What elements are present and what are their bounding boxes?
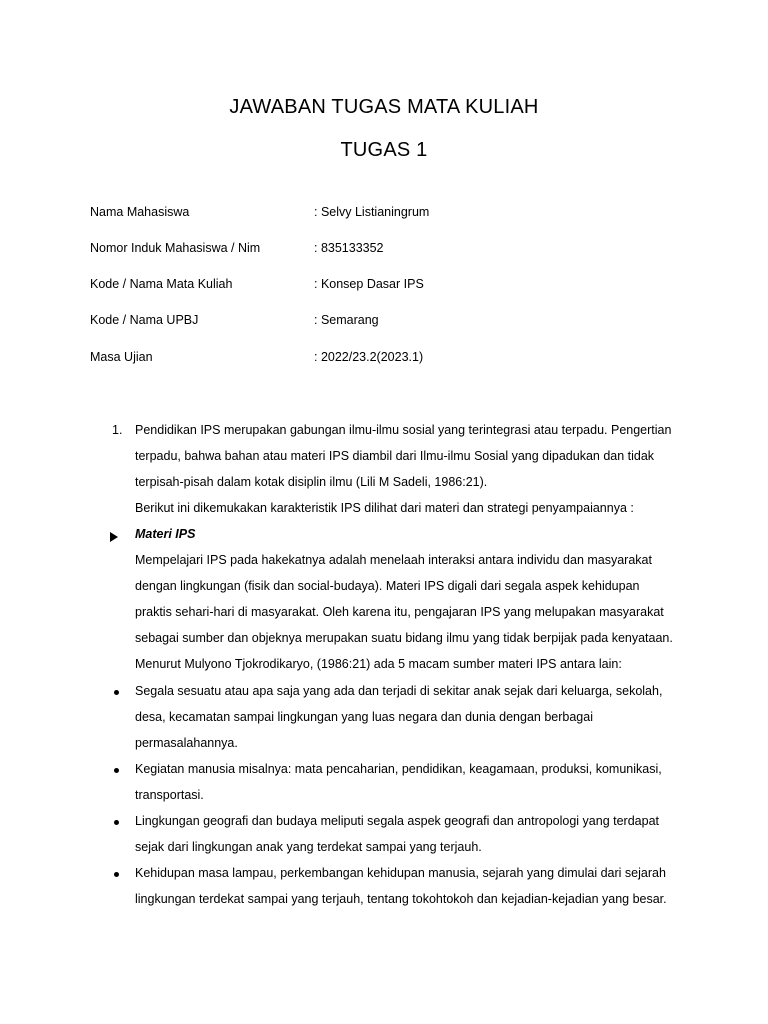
info-label-nim: Nomor Induk Mahasiswa / Nim: [90, 241, 261, 255]
arrow-bullet-icon: [110, 532, 118, 542]
bullet-line: transportasi.: [135, 788, 204, 802]
intro-line: terpisah-pisah dalam kotak disiplin ilmu (Lili M Sadeli, 1986:21).: [135, 475, 488, 489]
intro-line: Berikut ini dikemukakan karakteristik IPS dilihat dari materi dan strategi penyampaiannya :: [135, 501, 634, 515]
info-value-name: : Selvy Listianingrum: [314, 205, 430, 219]
section-line: Mempelajari IPS pada hakekatnya adalah menelaah interaksi antara individu dan masyarakat: [135, 553, 652, 567]
section-heading: Materi IPS: [135, 527, 196, 541]
section-line: praktis sehari-hari di masyarakat. Oleh karena itu, pengajaran IPS yang melupakan masyarakat: [135, 605, 664, 619]
intro-line: terpadu, bahwa bahan atau materi IPS diambil dari Ilmu-ilmu Sosial yang dipadukan dan tidak: [135, 449, 655, 463]
info-label-course: Kode / Nama Mata Kuliah: [90, 277, 233, 291]
bullet-dot-icon: [114, 768, 119, 773]
document-subtitle: TUGAS 1: [340, 139, 428, 161]
bullet-line: lingkungan terdekat sampai yang terjauh, tentang tokohtokoh dan kejadian-kejadian yang besar.: [135, 892, 667, 906]
info-label-name: Nama Mahasiswa: [90, 205, 190, 219]
bullet-line: Kegiatan manusia misalnya: mata pencaharian, pendidikan, keagamaan, produksi, komunikasi,: [135, 762, 662, 776]
info-value-upbj: : Semarang: [314, 313, 379, 327]
bullet-dot-icon: [114, 690, 119, 695]
bullet-line: Segala sesuatu atau apa saja yang ada dan terjadi di sekitar anak sejak dari keluarga, sekolah,: [135, 684, 663, 698]
bullet-line: sejak dari lingkungan anak yang terdekat sampai yang terjauh.: [135, 840, 482, 854]
info-value-nim: : 835133352: [314, 241, 384, 255]
answer-number: 1.: [112, 423, 123, 437]
info-value-course: : Konsep Dasar IPS: [314, 277, 424, 291]
bullet-dot-icon: [114, 872, 119, 877]
info-label-exam-period: Masa Ujian: [90, 350, 153, 364]
info-label-upbj: Kode / Nama UPBJ: [90, 313, 199, 327]
section-line: Menurut Mulyono Tjokrodikaryo, (1986:21) ada 5 macam sumber materi IPS antara lain:: [135, 657, 622, 671]
info-value-exam-period: : 2022/23.2(2023.1): [314, 350, 424, 364]
section-line: dengan lingkungan (fisik dan social-budaya). Materi IPS digali dari segala aspek kehidupan: [135, 579, 640, 593]
bullet-dot-icon: [114, 820, 119, 825]
bullet-line: permasalahannya.: [135, 736, 238, 750]
document-title: JAWABAN TUGAS MATA KULIAH: [229, 96, 539, 118]
section-line: sebagai sumber dan objeknya merupakan suatu bidang ilmu yang tidak berpijak pada kenyataan.: [135, 631, 673, 645]
intro-line: Pendidikan IPS merupakan gabungan ilmu-ilmu sosial yang terintegrasi atau terpadu. Pengertian: [135, 423, 672, 437]
bullet-line: desa, kecamatan sampai lingkungan yang luas negara dan dunia dengan berbagai: [135, 710, 593, 724]
bullet-line: Lingkungan geografi dan budaya meliputi segala aspek geografi dan antropologi yang terdapat: [135, 814, 659, 828]
bullet-line: Kehidupan masa lampau, perkembangan kehidupan manusia, sejarah yang dimulai dari sejarah: [135, 866, 666, 880]
